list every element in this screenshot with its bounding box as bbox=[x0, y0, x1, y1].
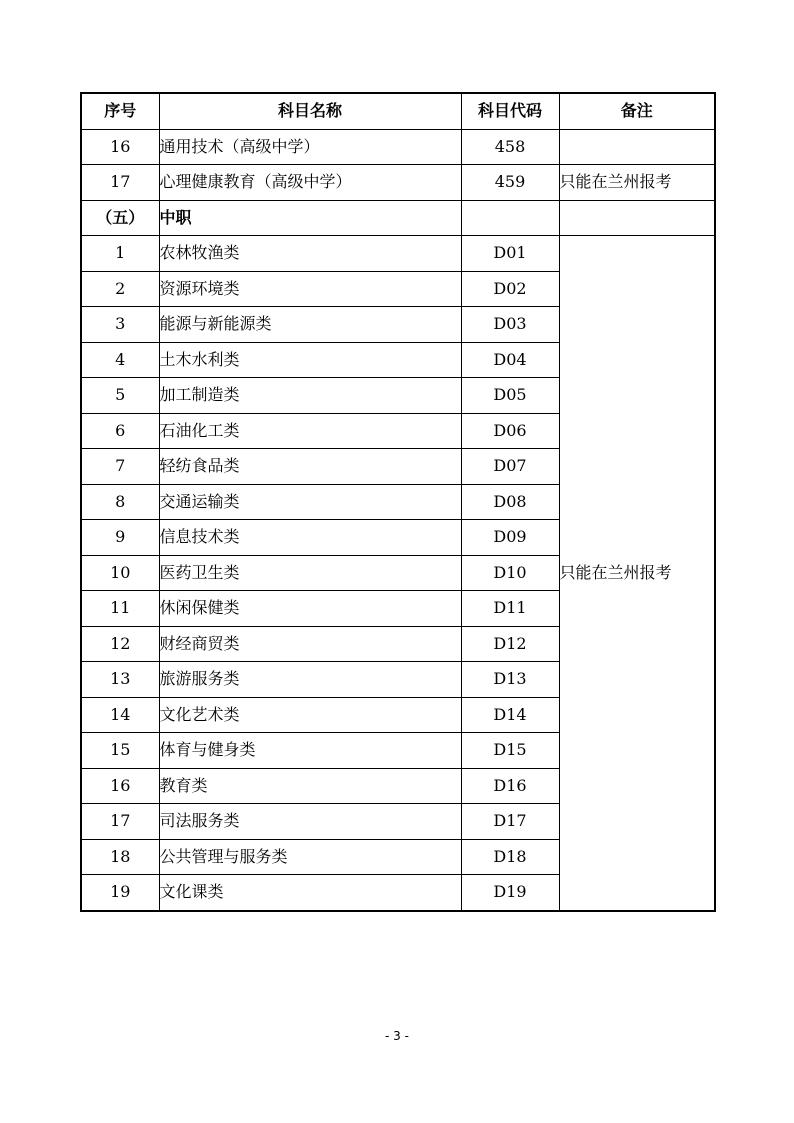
row-subject-code: D05 bbox=[461, 378, 559, 414]
row-subject-code: D16 bbox=[461, 768, 559, 804]
row-number: 11 bbox=[81, 591, 159, 627]
merged-note: 只能在兰州报考 bbox=[559, 236, 715, 911]
row-number: 17 bbox=[81, 804, 159, 840]
header-subject-code: 科目代码 bbox=[461, 93, 559, 129]
row-subject-code: D07 bbox=[461, 449, 559, 485]
row-note: 只能在兰州报考 bbox=[559, 165, 715, 201]
section-note-empty bbox=[559, 200, 715, 236]
row-number: 6 bbox=[81, 413, 159, 449]
row-subject-code: D10 bbox=[461, 555, 559, 591]
row-number: 17 bbox=[81, 165, 159, 201]
row-subject-name: 司法服务类 bbox=[159, 804, 461, 840]
row-subject-name: 轻纺食品类 bbox=[159, 449, 461, 485]
row-subject-name: 文化艺术类 bbox=[159, 697, 461, 733]
row-subject-code: D06 bbox=[461, 413, 559, 449]
row-number: 4 bbox=[81, 342, 159, 378]
row-number: 10 bbox=[81, 555, 159, 591]
row-subject-code: 459 bbox=[461, 165, 559, 201]
row-subject-code: D18 bbox=[461, 839, 559, 875]
row-number: 14 bbox=[81, 697, 159, 733]
header-subject-name: 科目名称 bbox=[159, 93, 461, 129]
table-row bbox=[81, 236, 715, 272]
row-subject-code: D09 bbox=[461, 520, 559, 556]
row-number: 8 bbox=[81, 484, 159, 520]
row-subject-name: 休闲保健类 bbox=[159, 591, 461, 627]
row-subject-code: D14 bbox=[461, 697, 559, 733]
row-subject-name: 资源环境类 bbox=[159, 271, 461, 307]
row-subject-name: 信息技术类 bbox=[159, 520, 461, 556]
row-subject-name: 旅游服务类 bbox=[159, 662, 461, 698]
section-name: 中职 bbox=[159, 200, 461, 236]
row-subject-name: 文化课类 bbox=[159, 875, 461, 911]
row-subject-name: 教育类 bbox=[159, 768, 461, 804]
row-subject-name: 财经商贸类 bbox=[159, 626, 461, 662]
section-number: （五） bbox=[81, 200, 159, 236]
section-row bbox=[81, 200, 715, 236]
row-subject-name: 通用技术（高级中学） bbox=[159, 129, 461, 165]
row-subject-code: D19 bbox=[461, 875, 559, 911]
row-number: 3 bbox=[81, 307, 159, 343]
row-subject-code: D12 bbox=[461, 626, 559, 662]
row-number: 5 bbox=[81, 378, 159, 414]
row-subject-code: D13 bbox=[461, 662, 559, 698]
row-subject-name: 交通运输类 bbox=[159, 484, 461, 520]
row-number: 7 bbox=[81, 449, 159, 485]
row-number: 19 bbox=[81, 875, 159, 911]
row-subject-code: D02 bbox=[461, 271, 559, 307]
table-header-row bbox=[81, 93, 715, 129]
row-subject-name: 石油化工类 bbox=[159, 413, 461, 449]
row-number: 13 bbox=[81, 662, 159, 698]
subjects-table bbox=[80, 92, 716, 912]
row-number: 12 bbox=[81, 626, 159, 662]
row-number: 15 bbox=[81, 733, 159, 769]
row-subject-code: D01 bbox=[461, 236, 559, 272]
row-number: 18 bbox=[81, 839, 159, 875]
row-subject-name: 公共管理与服务类 bbox=[159, 839, 461, 875]
row-subject-code: 458 bbox=[461, 129, 559, 165]
row-number: 2 bbox=[81, 271, 159, 307]
table-row bbox=[81, 129, 715, 165]
row-note bbox=[559, 129, 715, 165]
header-number: 序号 bbox=[81, 93, 159, 129]
row-subject-code: D17 bbox=[461, 804, 559, 840]
row-subject-name: 能源与新能源类 bbox=[159, 307, 461, 343]
row-subject-name: 土木水利类 bbox=[159, 342, 461, 378]
row-subject-code: D15 bbox=[461, 733, 559, 769]
row-number: 16 bbox=[81, 129, 159, 165]
header-note: 备注 bbox=[559, 93, 715, 129]
row-subject-name: 农林牧渔类 bbox=[159, 236, 461, 272]
row-subject-name: 心理健康教育（高级中学） bbox=[159, 165, 461, 201]
row-subject-code: D04 bbox=[461, 342, 559, 378]
row-number: 16 bbox=[81, 768, 159, 804]
section-code-empty bbox=[461, 200, 559, 236]
row-number: 9 bbox=[81, 520, 159, 556]
row-subject-name: 医药卫生类 bbox=[159, 555, 461, 591]
row-subject-name: 体育与健身类 bbox=[159, 733, 461, 769]
page-number: - 3 - bbox=[385, 1029, 409, 1043]
row-subject-code: D11 bbox=[461, 591, 559, 627]
row-subject-name: 加工制造类 bbox=[159, 378, 461, 414]
row-subject-code: D08 bbox=[461, 484, 559, 520]
row-number: 1 bbox=[81, 236, 159, 272]
table-row bbox=[81, 165, 715, 201]
row-subject-code: D03 bbox=[461, 307, 559, 343]
